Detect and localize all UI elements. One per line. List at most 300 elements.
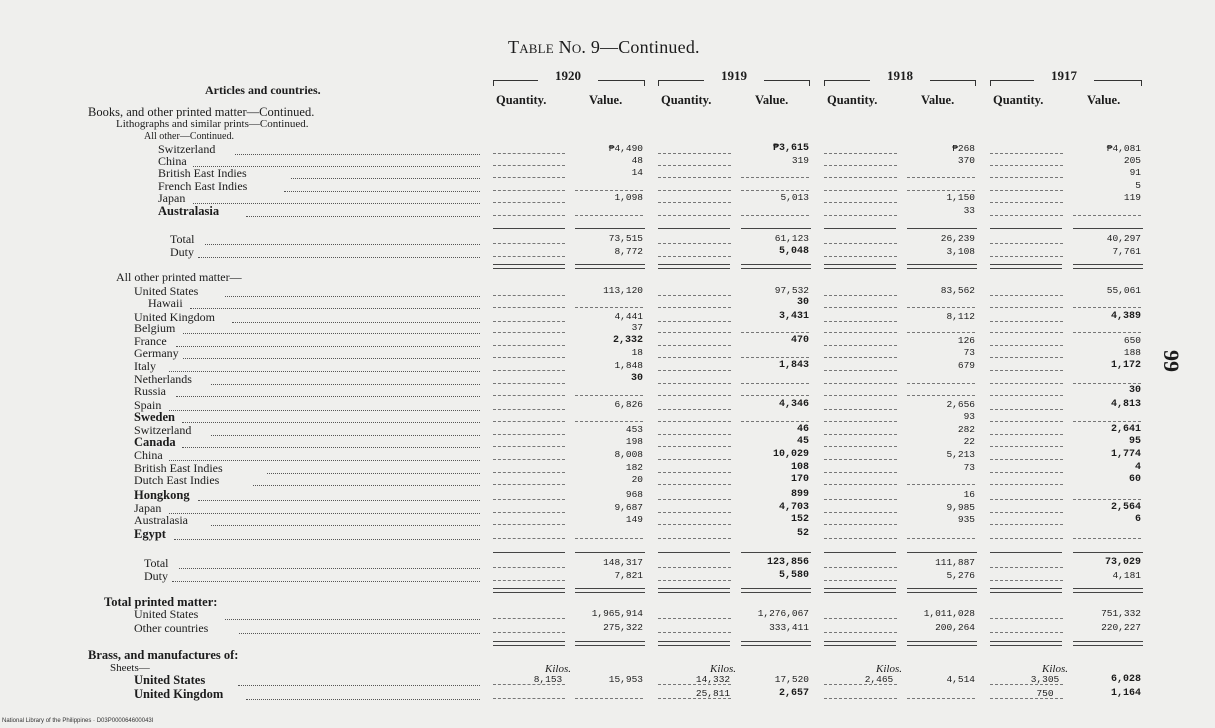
rule-line: [575, 228, 645, 229]
empty-cell-line: [493, 201, 565, 203]
value-cell: 4,703: [778, 502, 809, 513]
empty-cell-line: [990, 617, 1063, 619]
empty-cell-line: [990, 483, 1063, 485]
leader-dots: [253, 484, 480, 486]
empty-cell-line: [493, 433, 565, 435]
value-cell: 170: [790, 474, 809, 485]
value-cell: 18: [631, 347, 643, 358]
rule-line: [493, 641, 565, 646]
leader-dots: [284, 190, 480, 192]
empty-cell-line: [990, 579, 1063, 581]
empty-cell-line: [493, 579, 565, 581]
value-cell: 968: [625, 489, 643, 500]
rule-line: [741, 228, 811, 229]
empty-cell-line: [493, 483, 565, 485]
value-cell: 22: [963, 436, 975, 447]
value-cell: 52: [796, 528, 809, 539]
empty-cell-line: [824, 523, 897, 525]
rule-line: [907, 552, 977, 553]
empty-cell-line: [658, 344, 731, 346]
empty-cell-line: [907, 331, 975, 333]
empty-cell-line: [824, 617, 897, 619]
value-cell: 33: [963, 205, 975, 216]
value-cell: 1,150: [946, 192, 975, 203]
empty-cell-line: [824, 697, 897, 699]
value-cell: 200,264: [935, 622, 975, 633]
empty-cell-line: [824, 320, 897, 322]
value-cell: 282: [957, 424, 975, 435]
rule-line: [575, 552, 645, 553]
empty-cell-line: [990, 344, 1063, 346]
row-label: Hongkong: [134, 488, 190, 502]
quantity-column-header: Quantity.: [496, 93, 547, 107]
value-column-header: Value.: [755, 93, 789, 107]
value-cell: 1,172: [1110, 360, 1141, 371]
empty-cell-line: [493, 566, 565, 568]
empty-cell-line: [658, 152, 731, 154]
empty-cell-line: [658, 445, 731, 447]
empty-cell-line: [990, 433, 1063, 435]
value-cell: 45: [796, 436, 809, 447]
row-label: Netherlands: [134, 372, 192, 386]
empty-cell-line: [575, 214, 643, 216]
empty-cell-line: [824, 471, 897, 473]
empty-cell-line: [741, 214, 809, 216]
leader-dots: [176, 395, 480, 397]
row-label: Duty: [170, 245, 194, 259]
empty-cell-line: [658, 369, 731, 371]
footer-note: National Library of the Philippines · D03P000064600043I: [2, 718, 154, 724]
empty-cell-line: [493, 511, 565, 513]
empty-cell-line: [658, 176, 731, 178]
value-cell: 4,181: [1112, 570, 1141, 581]
value-cell: 1,011,028: [923, 608, 975, 619]
rule-line: [824, 641, 896, 646]
row-label: Australasia: [134, 513, 188, 527]
value-cell: 16: [963, 489, 975, 500]
value-cell: 6,826: [614, 399, 643, 410]
value-cell: 40,297: [1106, 233, 1141, 244]
quantity-column-header: Quantity.: [827, 93, 878, 107]
rule-line: [575, 264, 645, 269]
value-cell: 4,346: [778, 399, 809, 410]
empty-cell-line: [658, 242, 731, 244]
value-cell: 5: [1135, 180, 1141, 191]
leader-dots: [205, 243, 480, 245]
row-label: United Kingdom: [134, 310, 215, 324]
value-cell: 7,761: [1112, 246, 1141, 257]
empty-cell-line: [658, 164, 731, 166]
value-cell: 93: [963, 411, 975, 422]
rule-line: [741, 552, 811, 553]
empty-cell-line: [824, 255, 897, 257]
empty-cell-line: [575, 537, 643, 539]
empty-cell-line: [824, 242, 897, 244]
value-cell: 73,029: [1104, 557, 1141, 568]
empty-cell-line: [493, 356, 565, 358]
leader-dots: [183, 332, 480, 334]
rule-line: [575, 588, 645, 593]
value-cell: 319: [791, 155, 809, 166]
empty-cell-line: [990, 331, 1063, 333]
leader-dots: [169, 409, 480, 411]
rule-line: [824, 228, 896, 229]
leader-dots: [190, 307, 480, 309]
value-cell: 2,657: [778, 688, 809, 699]
rule-line: [990, 264, 1062, 269]
empty-cell-line: [658, 483, 731, 485]
rule-line: [493, 264, 565, 269]
value-cell: 9,687: [614, 502, 643, 513]
quantity-cell: 8,153: [533, 674, 563, 685]
rule-line: [990, 588, 1062, 593]
section-label: Total printed matter:: [104, 595, 218, 609]
empty-cell-line: [741, 356, 809, 358]
value-cell: 113,120: [603, 285, 643, 296]
value-cell: 6,028: [1110, 674, 1141, 685]
value-cell: 46: [796, 424, 809, 435]
quantity-cell: 25,811: [695, 688, 731, 699]
empty-cell-line: [907, 382, 975, 384]
rule-line: [741, 641, 811, 646]
empty-cell-line: [990, 306, 1063, 308]
empty-cell-line: [493, 255, 565, 257]
value-cell: 8,772: [614, 246, 643, 257]
quantity-cell: 14,332: [695, 674, 731, 685]
empty-cell-line: [741, 394, 809, 396]
quantity-cell: 750: [1036, 688, 1054, 699]
empty-cell-line: [493, 617, 565, 619]
leader-dots: [225, 295, 480, 297]
empty-cell-line: [824, 433, 897, 435]
empty-cell-line: [658, 498, 731, 500]
empty-cell-line: [658, 458, 731, 460]
empty-cell-line: [493, 631, 565, 633]
value-cell: 453: [625, 424, 643, 435]
value-cell: 1,965,914: [591, 608, 643, 619]
empty-cell-line: [824, 408, 897, 410]
empty-cell-line: [824, 498, 897, 500]
empty-cell-line: [990, 201, 1063, 203]
row-label: Germany: [134, 346, 179, 360]
empty-cell-line: [824, 445, 897, 447]
value-cell: 370: [957, 155, 975, 166]
empty-cell-line: [990, 523, 1063, 525]
value-cell: 126: [957, 335, 975, 346]
leader-dots: [211, 383, 480, 385]
row-label: Switzerland: [134, 423, 192, 437]
rule-line: [741, 264, 811, 269]
empty-cell-line: [575, 394, 643, 396]
value-cell: 73,515: [608, 233, 643, 244]
value-cell: 108: [790, 462, 809, 473]
empty-cell-line: [493, 214, 565, 216]
rule-line: [1073, 552, 1143, 553]
empty-cell-line: [658, 214, 731, 216]
empty-cell-line: [658, 201, 731, 203]
empty-cell-line: [990, 214, 1063, 216]
empty-cell-line: [658, 331, 731, 333]
empty-cell-line: [658, 408, 731, 410]
section-label: All other—Continued.: [144, 131, 234, 142]
value-cell: 148,317: [603, 557, 643, 568]
value-cell: 5,013: [780, 192, 809, 203]
rule-line: [907, 264, 977, 269]
row-label: Japan: [134, 501, 162, 515]
value-cell: 30: [796, 297, 809, 308]
empty-cell-line: [824, 201, 897, 203]
value-cell: 10,029: [772, 449, 809, 460]
quantity-cell: 3,305: [1030, 674, 1060, 685]
empty-cell-line: [658, 566, 731, 568]
value-cell: ₱3,615: [772, 143, 809, 154]
value-cell: 205: [1123, 155, 1141, 166]
empty-cell-line: [990, 631, 1063, 633]
value-cell: 30: [1128, 385, 1141, 396]
row-label: British East Indies: [134, 461, 223, 475]
value-cell: 4: [1134, 462, 1141, 473]
quantity-cell: 2,465: [864, 674, 894, 685]
empty-cell-line: [824, 356, 897, 358]
value-cell: 30: [630, 373, 643, 384]
row-label: Egypt: [134, 527, 166, 541]
rule-line: [990, 552, 1062, 553]
empty-cell-line: [493, 152, 565, 154]
empty-cell-line: [824, 164, 897, 166]
rule-line: [741, 588, 811, 593]
rule-line: [990, 641, 1062, 646]
empty-cell-line: [493, 331, 565, 333]
row-label: Spain: [134, 398, 162, 412]
value-cell: 899: [790, 489, 809, 500]
row-label: China: [158, 154, 187, 168]
section-label: Lithographs and similar prints—Continued.: [116, 118, 309, 130]
empty-cell-line: [990, 458, 1063, 460]
rule-line: [1073, 641, 1143, 646]
value-cell: 55,061: [1106, 285, 1141, 296]
articles-column-header: Articles and countries.: [205, 83, 321, 97]
empty-cell-line: [741, 331, 809, 333]
rule-line: [575, 641, 645, 646]
empty-cell-line: [658, 294, 731, 296]
leader-dots: [198, 499, 480, 501]
leader-dots: [239, 632, 480, 634]
row-label: Sweden: [134, 410, 175, 424]
empty-cell-line: [493, 408, 565, 410]
leader-dots: [176, 345, 480, 347]
row-label: Hawaii: [148, 296, 183, 310]
row-label: United States: [134, 284, 199, 298]
rule-line: [907, 588, 977, 593]
row-label: Japan: [158, 191, 186, 205]
empty-cell-line: [493, 498, 565, 500]
empty-cell-line: [1073, 537, 1141, 539]
rule-line: [493, 228, 565, 229]
value-cell: 123,856: [766, 557, 809, 568]
value-cell: 2,641: [1110, 424, 1141, 435]
empty-cell-line: [824, 511, 897, 513]
value-cell: 650: [1123, 335, 1141, 346]
rule-line: [658, 588, 730, 593]
empty-cell-line: [824, 631, 897, 633]
value-cell: 182: [625, 462, 643, 473]
value-cell: 7,821: [614, 570, 643, 581]
year-label: 1917: [1034, 68, 1094, 84]
row-label: British East Indies: [158, 166, 247, 180]
row-label: Duty: [144, 569, 168, 583]
value-cell: 73: [963, 462, 975, 473]
value-cell: 470: [790, 335, 809, 346]
empty-cell-line: [990, 511, 1063, 513]
rule-line: [1073, 264, 1143, 269]
value-cell: 6: [1134, 514, 1141, 525]
year-label: 1920: [538, 68, 598, 84]
empty-cell-line: [824, 420, 897, 422]
empty-cell-line: [493, 523, 565, 525]
quantity-column-header: Quantity.: [993, 93, 1044, 107]
value-cell: 119: [1123, 192, 1141, 203]
empty-cell-line: [824, 306, 897, 308]
empty-cell-line: [493, 445, 565, 447]
value-column-header: Value.: [1087, 93, 1121, 107]
row-label: Total: [144, 556, 169, 570]
value-column-header: Value.: [589, 93, 623, 107]
value-cell: 188: [1123, 347, 1141, 358]
empty-cell-line: [493, 458, 565, 460]
rule-line: [658, 228, 730, 229]
empty-cell-line: [1073, 306, 1141, 308]
empty-cell-line: [493, 471, 565, 473]
row-label: Switzerland: [158, 142, 216, 156]
empty-cell-line: [907, 483, 975, 485]
value-cell: 1,848: [614, 360, 643, 371]
empty-cell-line: [1073, 498, 1141, 500]
empty-cell-line: [907, 537, 975, 539]
unit-label: Kilos.: [876, 663, 902, 675]
empty-cell-line: [1073, 420, 1141, 422]
value-cell: 5,276: [946, 570, 975, 581]
leader-dots: [291, 177, 480, 179]
year-label: 1918: [870, 68, 930, 84]
unit-label: Kilos.: [710, 663, 736, 675]
empty-cell-line: [824, 369, 897, 371]
empty-cell-line: [575, 420, 643, 422]
empty-cell-line: [824, 152, 897, 154]
empty-cell-line: [658, 255, 731, 257]
empty-cell-line: [990, 176, 1063, 178]
leader-dots: [179, 567, 480, 569]
empty-cell-line: [741, 176, 809, 178]
empty-cell-line: [824, 579, 897, 581]
empty-cell-line: [907, 189, 975, 191]
unit-label: Kilos.: [545, 663, 571, 675]
value-cell: 4,514: [946, 674, 975, 685]
empty-cell-line: [824, 294, 897, 296]
leader-dots: [232, 321, 480, 323]
value-cell: 48: [631, 155, 643, 166]
empty-cell-line: [824, 189, 897, 191]
leader-dots: [225, 618, 480, 620]
leader-dots: [169, 370, 480, 372]
empty-cell-line: [658, 420, 731, 422]
value-cell: 5,213: [946, 449, 975, 460]
rule-line: [658, 641, 730, 646]
value-cell: 1,843: [778, 360, 809, 371]
empty-cell-line: [1073, 214, 1141, 216]
value-cell: 4,441: [614, 311, 643, 322]
value-cell: 60: [1128, 474, 1141, 485]
empty-cell-line: [658, 617, 731, 619]
value-cell: 2,656: [946, 399, 975, 410]
empty-cell-line: [990, 420, 1063, 422]
empty-cell-line: [824, 458, 897, 460]
empty-cell-line: [824, 344, 897, 346]
row-label: Belgium: [134, 321, 176, 335]
empty-cell-line: [493, 420, 565, 422]
leader-dots: [183, 357, 480, 359]
value-cell: 20: [631, 474, 643, 485]
value-cell: 149: [625, 514, 643, 525]
empty-cell-line: [658, 537, 731, 539]
empty-cell-line: [493, 394, 565, 396]
empty-cell-line: [658, 471, 731, 473]
empty-cell-line: [990, 294, 1063, 296]
row-label: Australasia: [158, 204, 220, 218]
leader-dots: [211, 434, 480, 436]
empty-cell-line: [824, 214, 897, 216]
value-cell: 5,048: [778, 246, 809, 257]
value-cell: 8,008: [614, 449, 643, 460]
empty-cell-line: [990, 152, 1063, 154]
empty-cell-line: [493, 189, 565, 191]
value-cell: 1,774: [1110, 449, 1141, 460]
empty-cell-line: [990, 498, 1063, 500]
rule-line: [824, 264, 896, 269]
leader-dots: [174, 538, 480, 540]
value-cell: 679: [957, 360, 975, 371]
row-label: Other countries: [134, 621, 209, 635]
rule-line: [907, 228, 977, 229]
row-label: Total: [170, 232, 195, 246]
empty-cell-line: [493, 344, 565, 346]
row-label: United States: [134, 673, 206, 687]
empty-cell-line: [658, 631, 731, 633]
value-cell: 2,564: [1110, 502, 1141, 513]
empty-cell-line: [990, 382, 1063, 384]
empty-cell-line: [907, 306, 975, 308]
value-cell: 61,123: [774, 233, 809, 244]
empty-cell-line: [990, 408, 1063, 410]
rule-line: [1073, 588, 1143, 593]
leader-dots: [267, 472, 480, 474]
empty-cell-line: [493, 537, 565, 539]
empty-cell-line: [1073, 382, 1141, 384]
value-cell: 95: [1128, 436, 1141, 447]
value-cell: 1,164: [1110, 688, 1141, 699]
empty-cell-line: [824, 382, 897, 384]
rule-line: [990, 228, 1062, 229]
leader-dots: [198, 256, 480, 258]
empty-cell-line: [658, 320, 731, 322]
value-cell: 751,332: [1101, 608, 1141, 619]
empty-cell-line: [575, 697, 643, 699]
empty-cell-line: [990, 242, 1063, 244]
value-cell: ₱4,490: [608, 143, 643, 154]
value-cell: 935: [957, 514, 975, 525]
value-cell: 9,985: [946, 502, 975, 513]
empty-cell-line: [907, 394, 975, 396]
empty-cell-line: [990, 320, 1063, 322]
